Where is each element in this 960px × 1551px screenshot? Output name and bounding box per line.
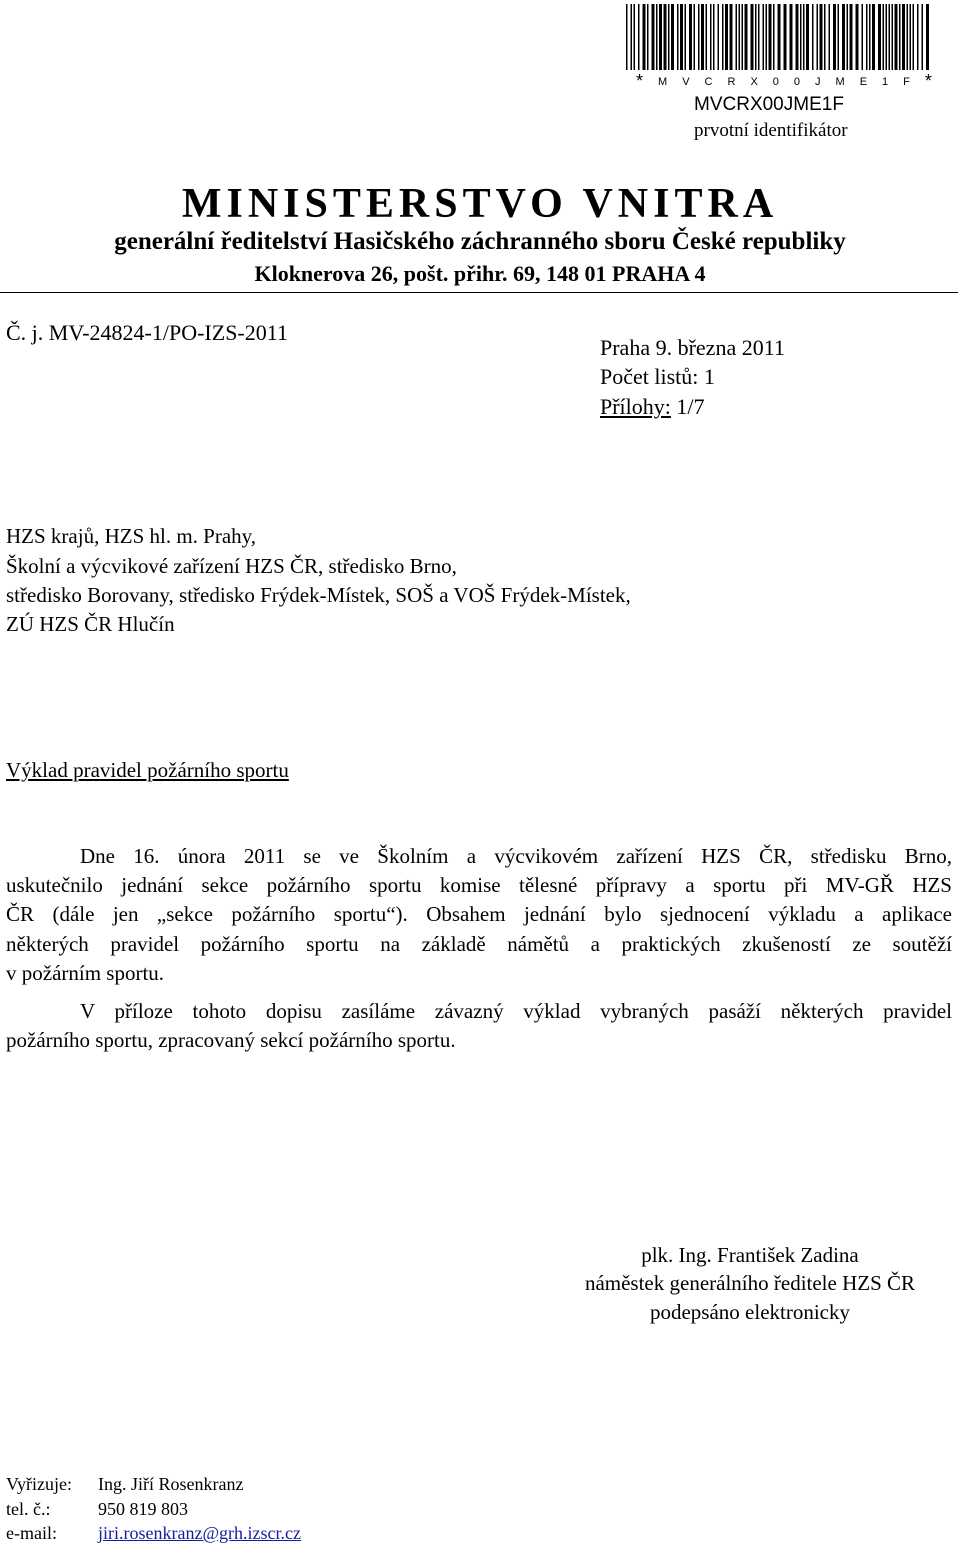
barcode-bar bbox=[803, 4, 805, 70]
barcode-char: 0 bbox=[793, 76, 801, 88]
barcode-bar bbox=[812, 4, 814, 70]
body-line: v požárním sportu. bbox=[6, 960, 165, 985]
barcode-bar bbox=[824, 4, 826, 70]
barcode-char: V bbox=[682, 76, 690, 88]
barcode-bar bbox=[677, 4, 679, 70]
attachments bbox=[600, 394, 705, 420]
barcode-char: 1 bbox=[882, 76, 889, 88]
attachments-value: 1/7 bbox=[670, 394, 705, 419]
barcode-bar bbox=[869, 4, 871, 70]
body-line: ČR (dále jen „sekce požárního sportu“). Obsahem jednání bylo sjednocení výkladu a aplikace bbox=[6, 902, 952, 927]
barcode-bar bbox=[913, 4, 915, 70]
barcode-bar bbox=[722, 4, 724, 70]
barcode-bar bbox=[820, 4, 823, 70]
letter-date: Praha 9. března 2011 bbox=[600, 335, 785, 360]
barcode-char: M bbox=[835, 76, 845, 88]
barcode-bar bbox=[638, 4, 640, 70]
barcode-bar bbox=[796, 4, 799, 70]
barcode-bar bbox=[800, 4, 802, 70]
barcode-bar bbox=[838, 4, 840, 70]
barcode-bar bbox=[725, 4, 728, 70]
identifier-code: MVCRX00JME1F bbox=[694, 94, 844, 115]
body-line: Dne 16. února 2011 se ve Školním a výcvikovém zařízení HZS ČR, středisku Brno, bbox=[80, 844, 952, 868]
barcode-bar bbox=[656, 4, 658, 70]
recipient-line: Školní a výcvikové zařízení HZS ČR, středisko Brno, bbox=[6, 554, 457, 578]
barcode-caption bbox=[636, 71, 932, 91]
barcode-bar bbox=[899, 4, 901, 70]
handler-label: Vyřizuje: bbox=[6, 1474, 72, 1494]
barcode-bar bbox=[736, 4, 738, 70]
barcode-bar bbox=[718, 4, 720, 70]
email-label: e-mail: bbox=[6, 1523, 57, 1543]
barcode-bar bbox=[713, 4, 715, 70]
barcode-bar bbox=[847, 4, 849, 70]
barcode-bar bbox=[917, 4, 919, 70]
barcode-bar bbox=[698, 4, 700, 70]
phone-label: tel. č.: bbox=[6, 1499, 51, 1519]
barcode-bar bbox=[784, 4, 787, 70]
barcode-bar bbox=[647, 4, 649, 70]
ministry-title: MINISTERSTVO VNITRA bbox=[181, 181, 779, 227]
barcode-bar bbox=[671, 4, 674, 70]
handler-value: Ing. Jiří Rosenkranz bbox=[98, 1474, 244, 1494]
letter-subject: Výklad pravidel požárního sportu bbox=[6, 758, 289, 782]
barcode-bar bbox=[685, 4, 687, 70]
barcode-bar bbox=[790, 4, 793, 70]
barcode-char: F bbox=[903, 76, 910, 88]
barcode-bar bbox=[910, 4, 912, 70]
barcode-bar bbox=[878, 4, 881, 70]
barcode-bar bbox=[850, 4, 853, 70]
recipient-line: HZS krajů, HZS hl. m. Prahy, bbox=[6, 524, 257, 548]
barcode-char: M bbox=[658, 76, 668, 88]
barcode-bar bbox=[907, 4, 909, 70]
barcode-star-start: * bbox=[636, 71, 644, 91]
barcode-bar bbox=[680, 4, 683, 70]
barcode-bar bbox=[739, 4, 741, 70]
barcode-bar bbox=[730, 4, 733, 70]
barcode-star-end: * bbox=[924, 71, 932, 91]
letterhead-address: Kloknerova 26, pošt. přihr. 69, 148 01 PRAHA 4 bbox=[254, 261, 706, 286]
barcode-bar bbox=[694, 4, 696, 70]
barcode-bar bbox=[664, 4, 667, 70]
recipient-line: ZÚ HZS ČR Hlučín bbox=[6, 612, 175, 636]
barcode-bar bbox=[902, 4, 905, 70]
barcode-bar bbox=[806, 4, 809, 70]
barcode-bar bbox=[817, 4, 819, 70]
letterhead-divider bbox=[0, 292, 958, 293]
barcode-bar bbox=[829, 4, 831, 70]
barcode-bar bbox=[751, 4, 754, 70]
barcode-bar bbox=[668, 4, 670, 70]
barcode-bar bbox=[652, 4, 655, 70]
barcode-bar bbox=[862, 4, 864, 70]
barcode-bar bbox=[926, 4, 929, 70]
barcode-bar bbox=[689, 4, 692, 70]
barcode-bar bbox=[631, 4, 633, 70]
barcode-bar bbox=[883, 4, 885, 70]
barcode-bar bbox=[755, 4, 757, 70]
barcode-bar bbox=[706, 4, 708, 70]
barcode-bar bbox=[742, 4, 744, 70]
barcode-bar bbox=[710, 4, 712, 70]
barcode-char: E bbox=[859, 76, 868, 88]
reference-number: Č. j. MV-24824-1/PO-IZS-2011 bbox=[6, 320, 288, 345]
barcode-bar bbox=[769, 4, 772, 70]
barcode-bar bbox=[856, 4, 859, 70]
barcode-bar bbox=[866, 4, 868, 70]
barcode-bar bbox=[773, 4, 775, 70]
recipient-line: středisko Borovany, středisko Frýdek-Místek, SOŠ a VOŠ Frýdek-Místek, bbox=[6, 583, 631, 607]
barcode-bar bbox=[659, 4, 662, 70]
barcode-char: C bbox=[704, 76, 713, 88]
identifier-label: prvotní identifikátor bbox=[694, 120, 848, 141]
barcode-bar bbox=[842, 4, 845, 70]
barcode-bar bbox=[763, 4, 765, 70]
body-line: uskutečnilo jednání sekce požárního sportu komise tělesné přípravy a sportu při MV-GŘ HZS bbox=[6, 873, 952, 898]
barcode-bar bbox=[892, 4, 894, 70]
barcode-char: J bbox=[815, 76, 821, 88]
barcode-char: R bbox=[727, 76, 736, 88]
barcode-char: 0 bbox=[772, 76, 779, 88]
barcode-image bbox=[626, 4, 932, 70]
barcode-bar bbox=[758, 4, 760, 70]
body-line: některých pravidel požárního sportu na základě námětů a praktických zkušeností ze soutěží bbox=[6, 931, 952, 956]
barcode-bar bbox=[889, 4, 891, 70]
attachments-label: Přílohy: bbox=[600, 394, 671, 419]
body-line: V příloze tohoto dopisu zasíláme závazný výklad vybraných pasáží některých pravidel bbox=[80, 999, 952, 1023]
body-paragraph-1 bbox=[6, 842, 952, 988]
barcode-bar bbox=[701, 4, 704, 70]
signatory-name: plk. Ing. František Zadina bbox=[641, 1243, 859, 1267]
body-line: požárního sportu, zpracovaný sekcí požárního sportu. bbox=[6, 1028, 456, 1053]
body-paragraph-2 bbox=[6, 997, 952, 1055]
signatory-position: náměstek generálního ředitele HZS ČR bbox=[584, 1271, 916, 1295]
barcode-bar bbox=[634, 4, 636, 70]
barcode-bar bbox=[626, 4, 628, 70]
barcode-bar bbox=[643, 4, 646, 70]
barcode-bar bbox=[922, 4, 924, 70]
barcode-bar bbox=[886, 4, 888, 70]
phone-value: 950 819 803 bbox=[98, 1499, 188, 1519]
barcode-bar bbox=[766, 4, 768, 70]
barcode-bar bbox=[895, 4, 898, 70]
barcode-bar bbox=[745, 4, 748, 70]
email-link[interactable]: jiri.rosenkranz@grh.izscr.cz bbox=[98, 1523, 301, 1543]
barcode-bar bbox=[778, 4, 781, 70]
sheet-count: Počet listů: 1 bbox=[600, 364, 715, 389]
signature-note: podepsáno elektronicky bbox=[649, 1300, 851, 1324]
barcode-bar bbox=[833, 4, 836, 70]
barcode-char: X bbox=[750, 76, 758, 88]
directorate-title: generální ředitelství Hasičského záchranného sboru České republiky bbox=[114, 228, 846, 255]
barcode-bar bbox=[872, 4, 875, 70]
